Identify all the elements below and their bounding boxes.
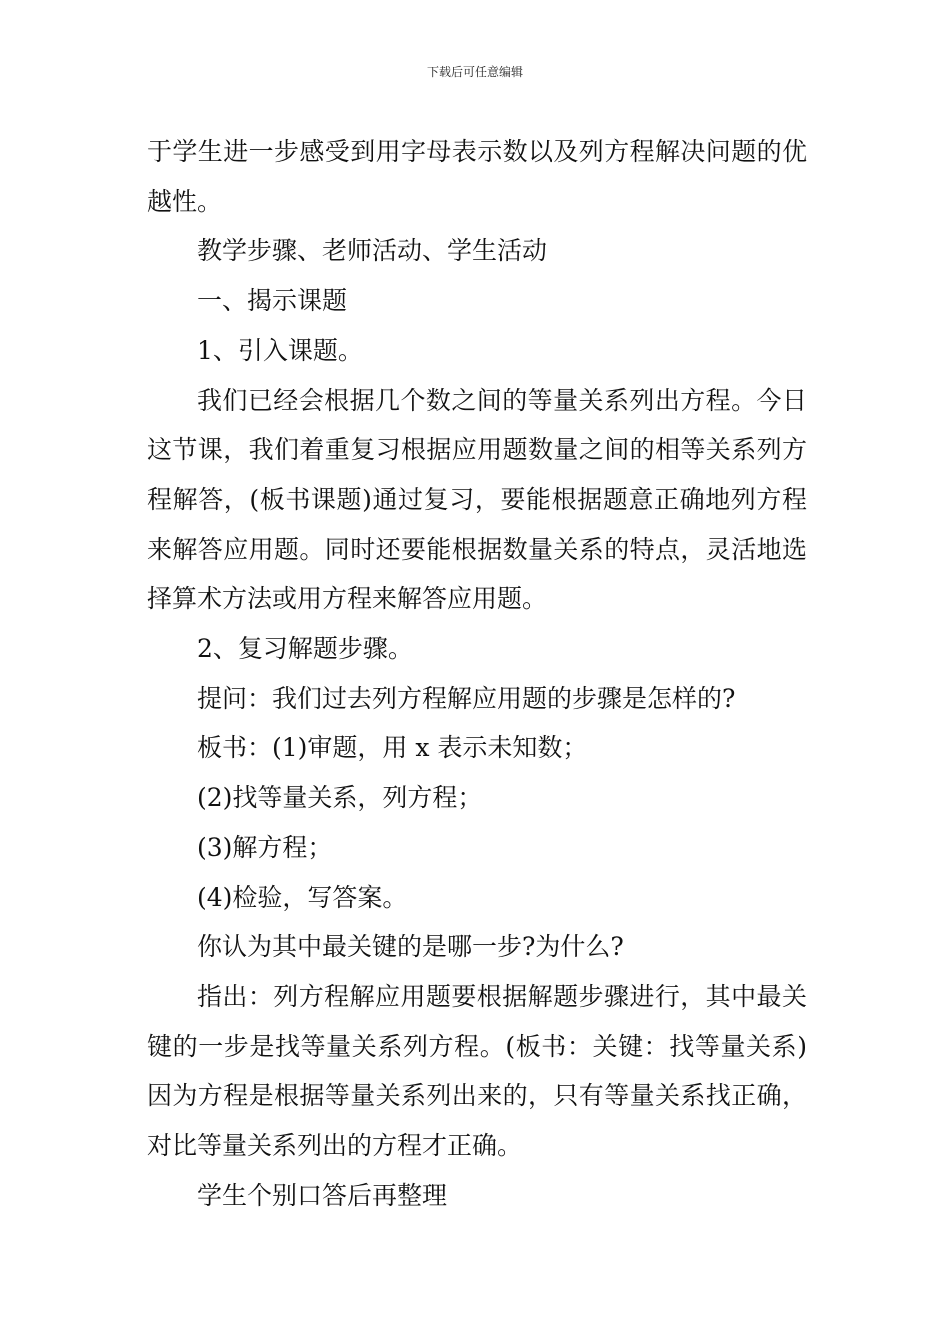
paragraph-1: 于学生进一步感受到用字母表示数以及列方程解决问题的优越性。 <box>147 137 807 216</box>
section-heading: 一、揭示课题 <box>197 286 348 316</box>
question-line: 提问：我们过去列方程解应用题的步骤是怎样的? <box>197 683 736 713</box>
document-body <box>147 127 807 1220</box>
page-header: 下载后可任意编辑 <box>426 65 523 79</box>
step-4: (4)检验，写答案。 <box>197 882 408 912</box>
step-1: 板书：(1)审题，用 x 表示未知数； <box>197 733 588 763</box>
paragraph-last: 学生个别口答后再整理 <box>197 1180 448 1210</box>
key-question: 你认为其中最关键的是哪一步?为什么? <box>197 932 624 962</box>
step-3: (3)解方程； <box>197 832 333 862</box>
paragraph-2: 教学步骤、老师活动、学生活动 <box>197 236 548 266</box>
paragraph-conclusion: 指出：列方程解应用题要根据解题步骤进行，其中最关键的一步是找等量关系列方程。(板书：关键：找等量关系)因为方程是根据等量关系列出来的，只有等量关系找正确，对比等量关系列出的方程才正确。 <box>147 981 807 1161</box>
paragraph-intro: 我们已经会根据几个数之间的等量关系列出方程。今日这节课，我们着重复习根据应用题数量之间的相等关系列方程解答，(板书课题)通过复习，要能根据题意正确地列方程来解答应用题。同时还要能根据数量关系的特点，灵活地选择算术方法或用方程来解答应用题。 <box>147 385 807 614</box>
step-2: (2)找等量关系，列方程； <box>197 783 483 813</box>
subheading-2: 2、复习解题步骤。 <box>197 634 413 664</box>
subheading-1: 1、引入课题。 <box>197 335 363 365</box>
